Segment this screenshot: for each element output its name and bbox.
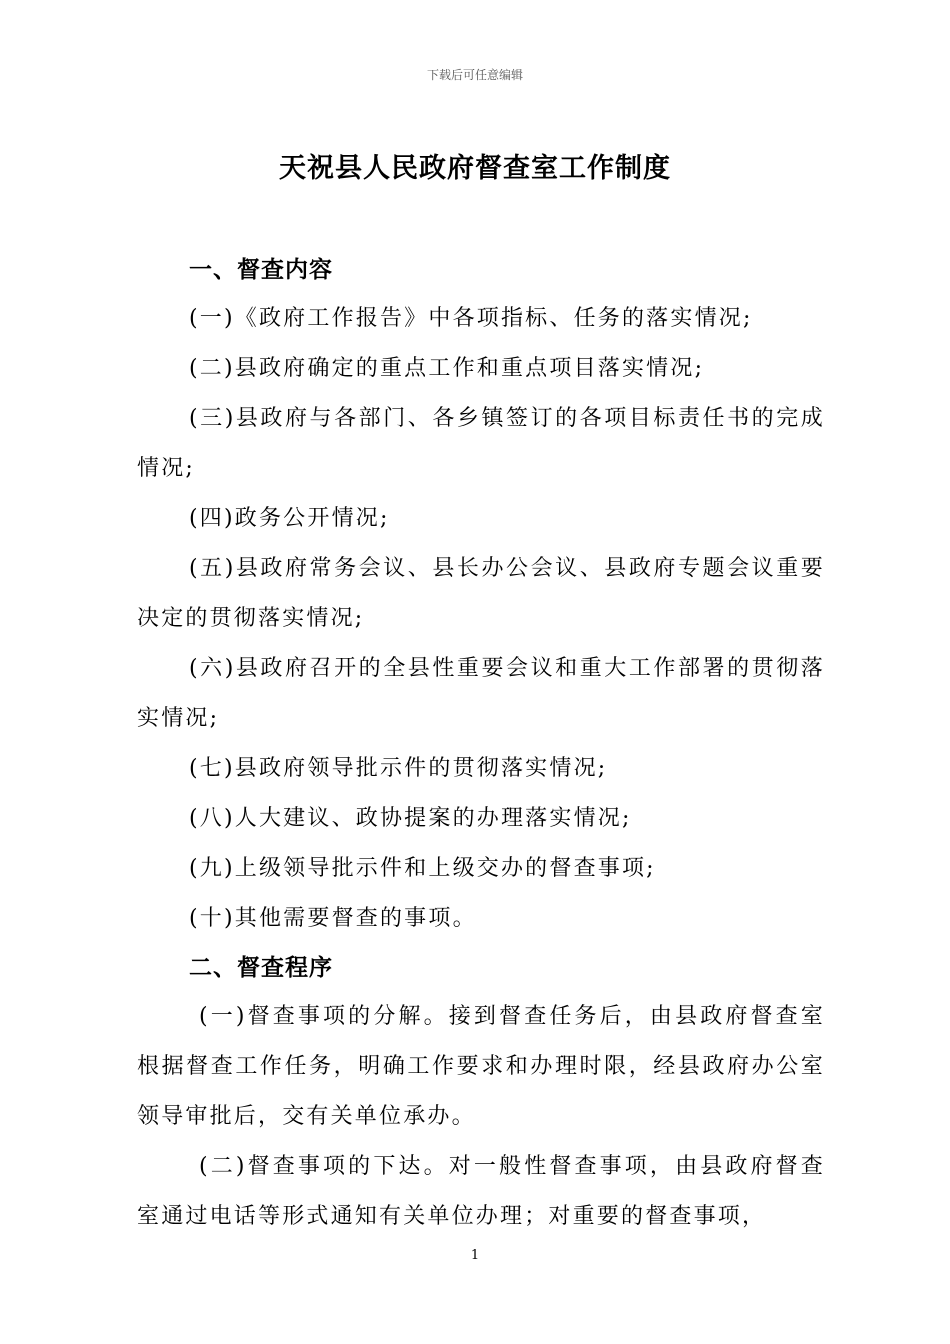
section-heading-procedure: 二、督查程序: [189, 955, 333, 981]
list-item: (四)政务公开情况;: [189, 506, 390, 531]
list-item: (五)县政府常务会议、县长办公会议、县政府专题会议重要决定的贯彻落实情况;: [137, 556, 825, 631]
page-title: 天祝县人民政府督查室工作制度: [279, 153, 671, 184]
document-body: [137, 246, 825, 1242]
list-item: (二)督查事项的下达。对一般性督查事项，由县政府督查室通过电话等形式通知有关单位办理；对重要的督查事项，: [137, 1154, 825, 1229]
list-item: (七)县政府领导批示件的贯彻落实情况;: [189, 756, 608, 781]
header-note: 下载后可任意编辑: [426, 68, 523, 82]
list-item: (一)《政府工作报告》中各项指标、任务的落实情况;: [189, 306, 753, 331]
list-item: (九)上级领导批示件和上级交办的督查事项;: [189, 856, 656, 881]
list-item: (十)其他需要督查的事项。: [189, 906, 477, 931]
list-item: (三)县政府与各部门、各乡镇签订的各项目标责任书的完成情况;: [137, 406, 825, 481]
list-item: (八)人大建议、政协提案的办理落实情况;: [189, 806, 632, 831]
page-number: 1: [470, 1248, 480, 1263]
section-heading-content: 一、督查内容: [189, 257, 333, 283]
list-item: (二)县政府确定的重点工作和重点项目落实情况;: [189, 356, 705, 381]
list-item: (六)县政府召开的全县性重要会议和重大工作部署的贯彻落实情况;: [137, 656, 825, 731]
list-item: (一)督查事项的分解。接到督查任务后，由县政府督查室根据督查工作任务，明确工作要求和办理时限，经县政府办公室领导审批后，交有关单位承办。: [137, 1004, 825, 1129]
